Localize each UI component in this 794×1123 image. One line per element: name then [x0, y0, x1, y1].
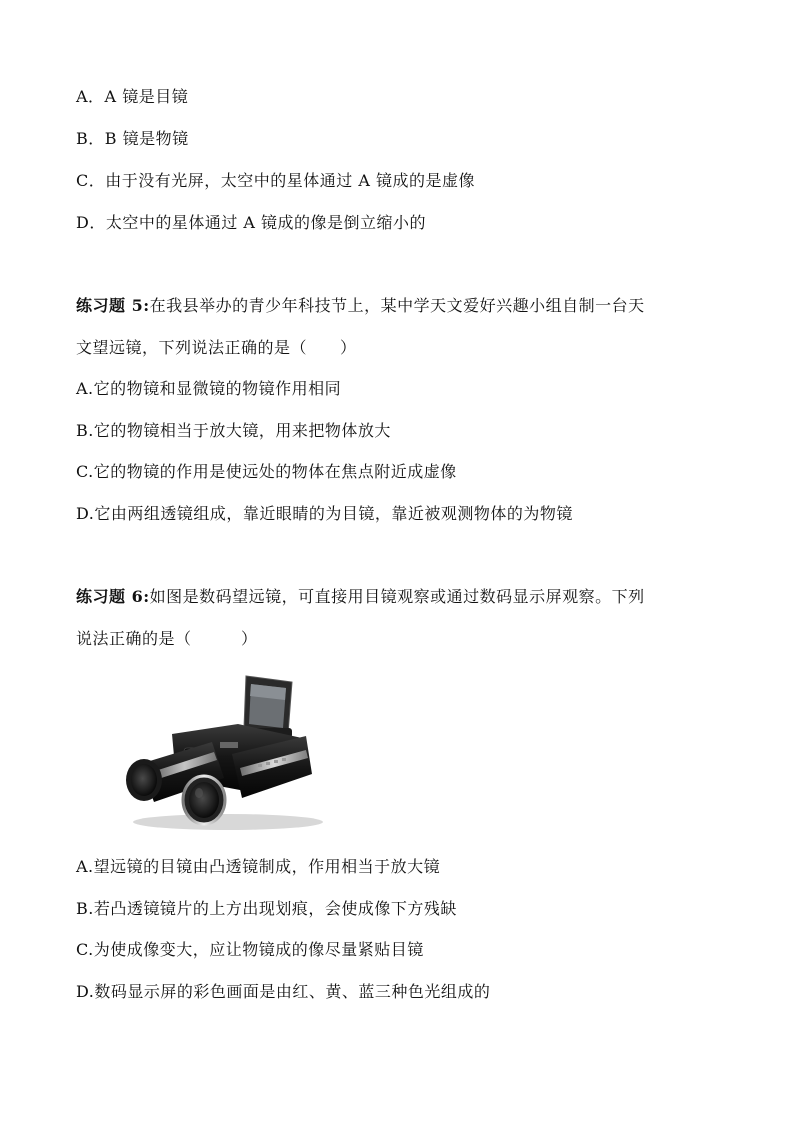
question-5-line-1	[76, 295, 645, 317]
question-5-text: 在我县举办的青少年科技节上，某中学天文爱好兴趣小组自制一台天	[149, 296, 645, 315]
question-6-option-b: B.若凸透镜镜片的上方出现划痕，会使成像下方残缺	[76, 899, 457, 918]
question-5-option-a: A.它的物镜和显微镜的物镜作用相同	[76, 379, 342, 398]
question-6-text: 如图是数码望远镜，可直接用目镜观察或通过数码显示屏观察。下列	[149, 587, 645, 606]
digital-binoculars-photo-icon	[120, 672, 325, 832]
option-c: C．由于没有光屏，太空中的星体通过 A 镜成的是虚像	[76, 171, 475, 190]
option-a: A．A 镜是目镜	[76, 87, 189, 106]
question-6-option-c: C.为使成像变大，应让物镜成的像尽量紧贴目镜	[76, 940, 424, 959]
question-6-line-1	[76, 586, 645, 608]
question-6-line-2: 说法正确的是（ ）	[76, 629, 258, 648]
question-5-line-2: 文望远镜，下列说法正确的是（ ）	[76, 338, 357, 357]
question-5-option-c: C.它的物镜的作用是使远处的物体在焦点附近成虚像	[76, 462, 457, 481]
question-6-option-a: A.望远镜的目镜由凸透镜制成，作用相当于放大镜	[76, 857, 441, 876]
option-b: B．B 镜是物镜	[76, 129, 189, 148]
question-5-label: 练习题 5:	[76, 296, 150, 315]
question-6-option-d: D.数码显示屏的彩色画面是由红、黄、蓝三种色光组成的	[76, 982, 491, 1001]
question-5-option-b: B.它的物镜相当于放大镜，用来把物体放大	[76, 421, 391, 440]
question-5-option-d: D.它由两组透镜组成，靠近眼睛的为目镜，靠近被观测物体的为物镜	[76, 504, 573, 523]
question-6-label: 练习题 6:	[76, 587, 150, 606]
option-d: D．太空中的星体通过 A 镜成的像是倒立缩小的	[76, 213, 427, 232]
